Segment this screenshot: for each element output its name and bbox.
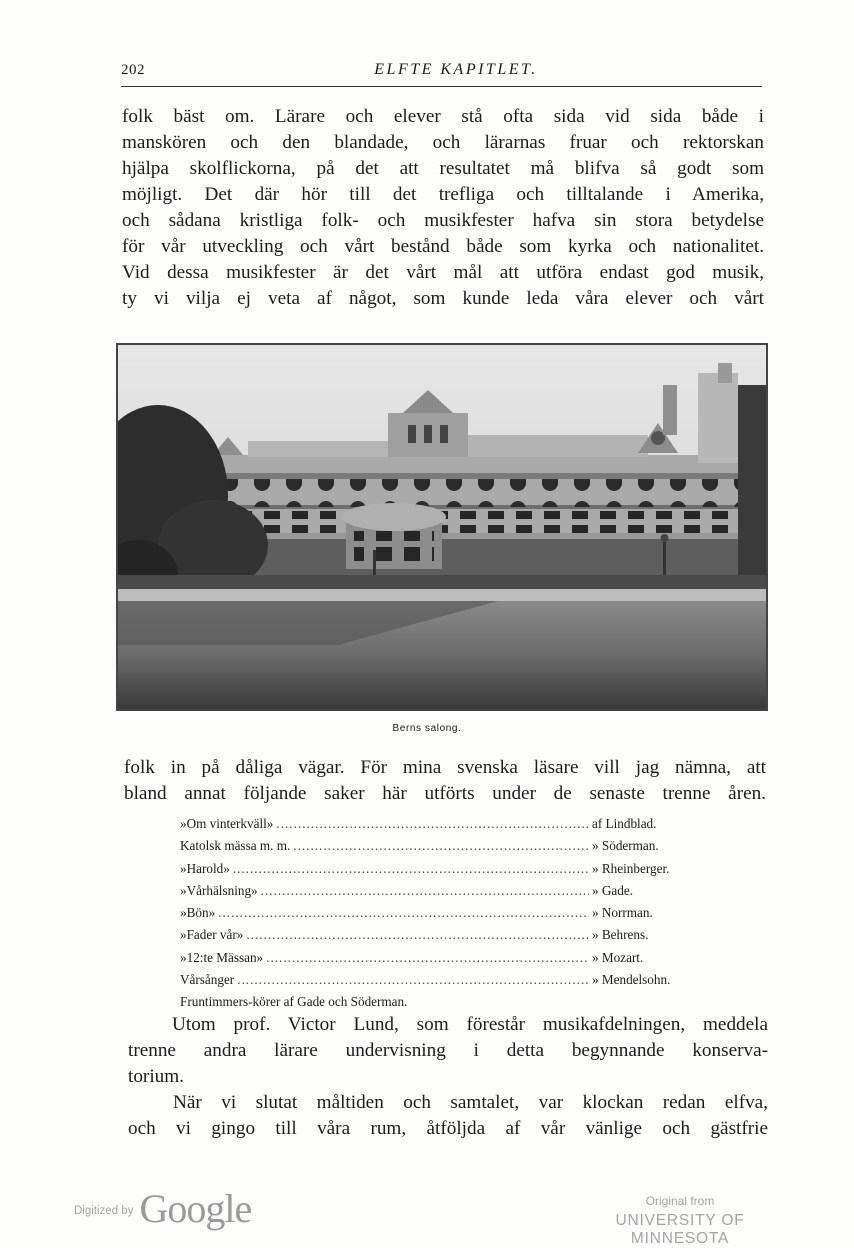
header-rule [121, 86, 762, 87]
text-line: för vår utveckling och vårt bestånd både som kyrka och nationalitet. [122, 236, 764, 257]
text-line: möjligt. Det där hör till det trefliga och tilltalande i Amerika, [122, 184, 764, 205]
original-from-label: Original from [645, 1194, 715, 1208]
text-line: manskören och den blandade, och lärarnas fruar och rektorskan [122, 132, 764, 153]
work-composer: af Lindblad. [592, 816, 657, 831]
work-title: Katolsk mässa m. m. [180, 838, 291, 854]
leader-dots [246, 924, 589, 946]
leader-dots [266, 947, 589, 969]
work-composer: » Behrens. [592, 927, 649, 943]
work-composer: » Mozart. [592, 949, 644, 965]
work-composer: » Mendelsohn. [592, 972, 671, 988]
work-title: Vårsånger [180, 972, 235, 988]
work-title: »Bön» [180, 905, 216, 921]
text-line: hjälpa skolflickorna, på det att resultatet må blifva så godt som [122, 158, 764, 179]
works-note: Fruntimmers-körer af Gade och Söderman. [180, 994, 408, 1010]
work-composer: » Gade. [592, 882, 634, 898]
text-line: torium. [128, 1066, 184, 1087]
list-item [180, 880, 720, 902]
text-line: När vi slutat måltiden och samtalet, var klockan redan elfva, [173, 1092, 768, 1113]
text-line: Utom prof. Victor Lund, som förestår musikafdelningen, meddela [172, 1014, 768, 1035]
leader-dots [261, 880, 589, 902]
leader-dots [218, 902, 589, 924]
work-composer: » Söderman. [592, 838, 659, 854]
figure-caption: Berns salong. [392, 723, 462, 734]
text-line: folk bäst om. Lärare och elever stå ofta sida vid sida både i [122, 106, 764, 127]
text-line: och vi gingo till våra rum, åtföljda af vår vänlige och gästfrie [128, 1118, 768, 1139]
building-photograph [116, 343, 768, 711]
work-composer: » Rheinberger. [592, 860, 670, 876]
list-item [180, 858, 720, 880]
university-label: UNIVERSITY OF MINNESOTA [615, 1212, 745, 1247]
source-watermark [565, 1194, 795, 1248]
text-line: Vid dessa musikfester är det vårt mål att utföra endast god musik, [122, 262, 764, 283]
paragraph-2 [124, 755, 766, 807]
google-logo: Google [139, 1185, 252, 1231]
works-list [180, 813, 720, 1014]
work-composer: » Norrman. [592, 905, 653, 921]
leader-dots [293, 835, 589, 857]
list-item [180, 835, 720, 857]
list-item [180, 924, 720, 946]
text-line: bland annat följande saker här utförts under de senaste trenne åren. [124, 783, 766, 804]
work-title: »12:te Mässan» [180, 949, 264, 965]
work-title: »Om vinterkväll» [180, 816, 274, 831]
paragraph-3 [128, 1012, 768, 1090]
page-header [121, 60, 761, 84]
paragraph-4 [128, 1090, 768, 1142]
digitized-by-label: Digitized by [74, 1205, 134, 1217]
work-title: »Fader vår» [180, 927, 244, 943]
leader-dots [233, 858, 589, 880]
running-title: ELFTE KAPITLET. [374, 61, 538, 78]
list-item [180, 969, 720, 991]
leader-dots [276, 813, 589, 835]
text-line: ty vi vilja ej veta af något, som kunde leda våra elever och vårt [122, 288, 764, 309]
list-item [180, 947, 720, 969]
page-number: 202 [121, 62, 145, 78]
work-title: »Harold» [180, 860, 230, 876]
google-watermark [74, 1185, 252, 1231]
text-line: trenne andra lärare undervisning i detta begynnande konserva- [128, 1040, 768, 1061]
list-item [180, 902, 720, 924]
paragraph-1 [122, 104, 764, 312]
leader-dots [237, 969, 589, 991]
work-title: »Vårhälsning» [180, 882, 258, 898]
photo-illustration [118, 345, 766, 709]
text-line: folk in på dåliga vägar. För mina svenska läsare vill jag nämna, att [124, 757, 766, 778]
text-line: och sådana kristliga folk- och musikfester hafva sin stora betydelse [122, 210, 764, 231]
list-item [180, 813, 720, 835]
